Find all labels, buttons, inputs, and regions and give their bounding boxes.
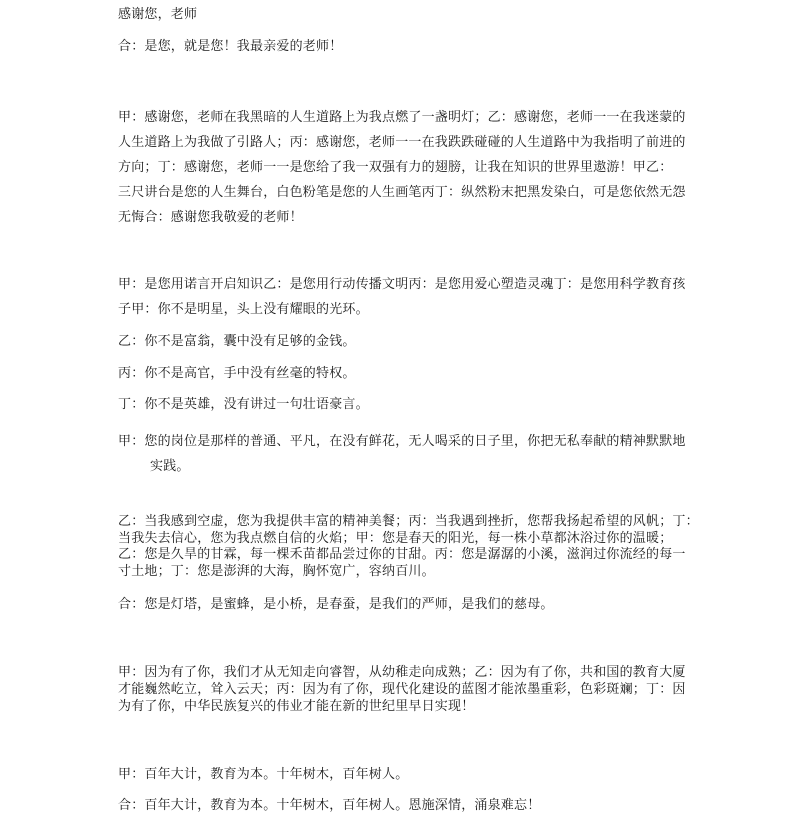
text-line: 乙：您是久旱的甘霖，每一棵禾苗都品尝过你的甘甜。丙：您是潺潺的小溪，滋润过你流经的每一 [118,547,686,562]
text-line: 合：是您，就是您！我最亲爱的老师！ [118,39,343,54]
text-line: 甲：是您用诺言开启知识乙：是您用行动传播文明丙：是您用爱心塑造灵魂丁：是您用科学教育孩 [118,277,686,292]
text-line: 无悔合：感谢您我敬爱的老师！ [118,210,303,225]
text-line: 才能巍然屹立，耸入云天；丙：因为有了你，现代化建设的蓝图才能浓墨重彩，色彩斑斓；丁：因 [118,682,686,697]
text-line: 甲：感谢您，老师在我黑暗的人生道路上为我点燃了一盏明灯；乙：感谢您，老师一一在我迷蒙的 [118,110,686,125]
text-line: 甲：因为有了你，我们才从无知走向睿智，从幼稚走向成熟；乙：因为有了你，共和国的教育大厦 [118,665,686,680]
text-line: 合：您是灯塔，是蜜蜂，是小桥，是春蚕，是我们的严师，是我们的慈母。 [118,597,554,612]
text-line: 方向；丁：感谢您，老师一一是您给了我一双强有力的翅膀，让我在知识的世界里遨游！甲乙： [118,160,673,175]
text-line: 子甲：你不是明星，头上没有耀眼的光环。 [118,302,369,317]
text-line: 实践。 [150,459,190,474]
text-line: 甲：您的岗位是那样的普通、平凡，在没有鲜花，无人喝采的日子里，你把无私奉献的精神默默地 [118,434,686,449]
text-line: 人生道路上为我做了引路人；丙：感谢您，老师一一在我跌跌碰碰的人生道路中为我指明了前进的 [118,135,686,150]
text-line: 合：百年大计，教育为本。十年树木，百年树人。恩施深情，涌泉难忘！ [118,798,541,813]
text-line: 为有了你，中华民族复兴的伟业才能在新的世纪里早日实现！ [118,699,475,714]
text-line: 三尺讲台是您的人生舞台，白色粉笔是您的人生画笔丙丁：纵然粉末把黑发染白，可是您依然无怨 [118,185,686,200]
text-line: 寸土地；丁：您是澎湃的大海，胸怀宽广，容纳百川。 [118,564,435,579]
text-line: 甲：百年大计，教育为本。十年树木，百年树人。 [118,767,409,782]
text-line: 乙：当我感到空虚，您为我提供丰富的精神美餐；丙：当我遇到挫折，您帮我扬起希望的风帆；丁： [118,514,699,529]
text-line: 乙：你不是富翁，囊中没有足够的金钱。 [118,334,356,349]
text-line: 丁：你不是英雄，没有讲过一句壮语豪言。 [118,397,369,412]
text-line: 丙：你不是高官，手中没有丝毫的特权。 [118,366,356,381]
text-line: 感谢您，老师 [118,7,198,22]
text-line: 当我失去信心，您为我点燃自信的火焰；甲：您是春天的阳光，每一株小草都沐浴过你的温暖； [118,531,673,546]
